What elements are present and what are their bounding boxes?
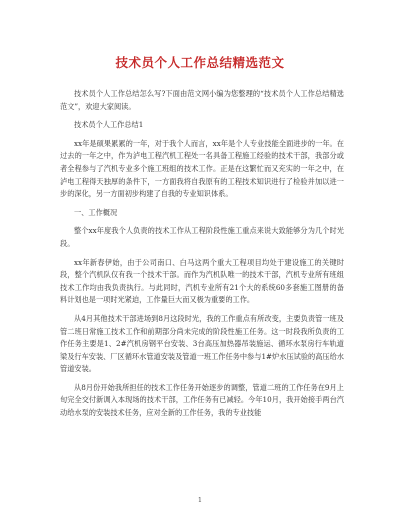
body-paragraph: 整个xx年度我个人负责的技术工作从工程阶段性施工重点来说大致能够分为几个时光段。 xyxy=(60,226,344,248)
intro-paragraph: 技术员个人工作总结怎么写?下面由范文网小编为您整理的“技术员个人工作总结精选范文”，欢迎大家阅读。 xyxy=(60,89,344,111)
section-heading: 技术员个人工作总结1 xyxy=(74,120,144,130)
document-title: 技术员个人工作总结精选范文 xyxy=(115,55,285,70)
body-paragraph: 从4月其他技术干部进场到8月这段时光，我的工作重点有所改变，主要负责管一班及管二班日常施工技术工作和前期部分尚未完成的阶段性施工任务。这一时段我所负责的工作任务主要是1、2#汽机房钢平台安装、3台高压加热器吊装施运、循环水泵房行车轨道梁及行车安装、厂区循环水管道安装及管道一班工作任务中参与1#炉水压试验的高压给水管道安装。 xyxy=(60,313,344,374)
document-body xyxy=(60,88,344,420)
subsection-heading: 一、工作概况 xyxy=(74,207,118,217)
body-paragraph: xx年新春伊始，由于公司南口、白马这两个重大工程项目均处于建设施工的关键时段，整个汽机队仅有我一个技术干部。而作为汽机队唯一的技术干部，汽机专业所有班组技术工作均由我负责执行。与此同时，汽机专业所有21个大的系统60多套施工图册的备料计划也是一项时光紧迫，工作量巨大而又极为重要的工作。 xyxy=(60,257,344,305)
page-number: 1 xyxy=(197,496,203,504)
body-paragraph: xx年是硕果累累的一年，对于我个人而言，xx年是个人专业技能全面进步的一年。在过去的一年之中，作为泸电工程汽机工程处一名具备工程施工经验的技术干部，我部分或者全程参与了汽机专业多个施工班组的技术工作。正是在这繁忙而又充实的一年之中，在泸电工程得天独厚的条件下，一方面我将自我原有的工程技术知识进行了检验并加以进一步的深化，另一方面初步构建了自我的专业知识体系。 xyxy=(60,138,344,199)
body-paragraph: 从8月份开始我所担任的技术工作任务开始逐步的调整，管道二班的工作任务在9月上旬完全交付新调入本现场的技术干部，工作任务有已减轻。今年10月，我开始接手两台汽动给水泵的安装技术任务，应对全新的工作任务，我的专业技能 xyxy=(60,382,344,418)
